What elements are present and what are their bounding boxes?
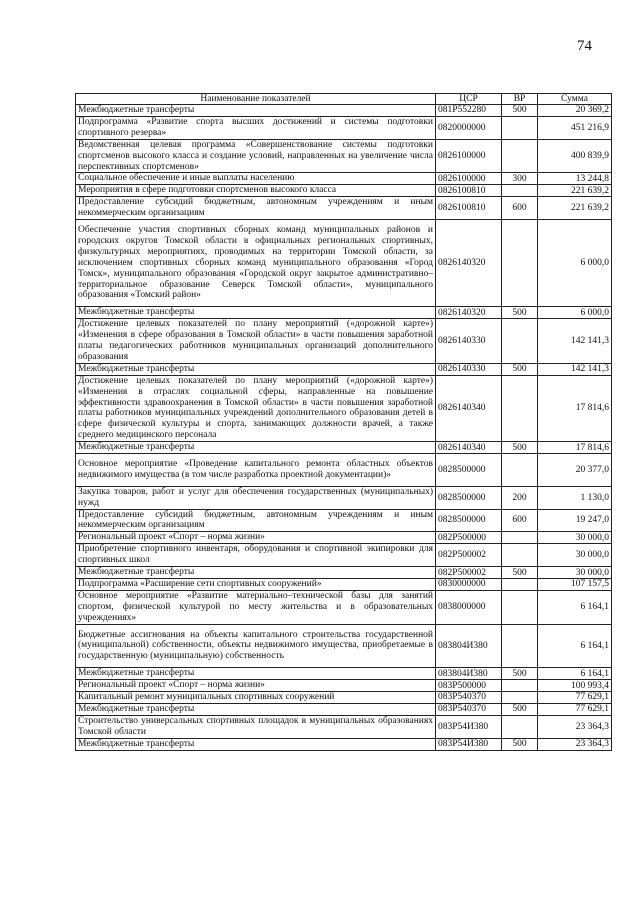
table-row [76, 185, 612, 197]
table-row [76, 375, 612, 441]
table-row [76, 578, 612, 590]
row-sum: 400 839,9 [538, 139, 612, 173]
row-csr-code: 0826100810 [436, 197, 502, 220]
row-sum: 6 000,0 [538, 220, 612, 307]
row-name: Межбюджетные трансферты [76, 668, 436, 680]
table-row [76, 197, 612, 220]
row-vr-code: 500 [502, 668, 538, 680]
row-name: Достижение целевых показателей по плану мероприятий («дорожной карте») «Изменения в отраслях социальной сферы, направленные на повышение эффективности здравоохранения в Томской области» в части повышения заработной платы работников муниципальных учреждений дополнительного образования детей в сфере физической культуры и спорта, занимающих должности врачей, а также среднего медицинского персонала [76, 375, 436, 441]
table-row [76, 544, 612, 567]
row-csr-code: 0826140320 [436, 220, 502, 307]
table-row [76, 116, 612, 139]
table-row [76, 738, 612, 750]
row-vr-code [502, 220, 538, 307]
row-csr-code: 0826140330 [436, 319, 502, 364]
row-sum: 77 629,1 [538, 692, 612, 704]
row-sum: 20 377,0 [538, 454, 612, 487]
row-name: Межбюджетные трансферты [76, 703, 436, 715]
row-vr-code: 500 [502, 307, 538, 319]
row-csr-code: 0826100810 [436, 185, 502, 197]
row-vr-code: 600 [502, 197, 538, 220]
row-csr-code: 0828500000 [436, 454, 502, 487]
row-vr-code: 600 [502, 509, 538, 532]
row-name: Строительство универсальных спортивных площадок в муниципальных образованиях Томской области [76, 715, 436, 738]
row-name: Закупка товаров, работ и услуг для обеспечения государственных (муниципальных) нужд [76, 486, 436, 509]
row-name: Мероприятия в сфере подготовки спортсменов высокого класса [76, 185, 436, 197]
row-csr-code: 0826100000 [436, 139, 502, 173]
row-name: Предоставление субсидий бюджетным, автономным учреждениям и иным некоммерческим организациям [76, 197, 436, 220]
row-csr-code: 083Р54И380 [436, 738, 502, 750]
row-name: Межбюджетные трансферты [76, 738, 436, 750]
row-name: Основное мероприятие «Развитие материально–технической базы для занятий спортом, физической культурой по месту жительства и в образовательных учреждениях» [76, 590, 436, 624]
row-sum: 221 639,2 [538, 197, 612, 220]
row-csr-code: 083Р540370 [436, 692, 502, 704]
row-csr-code: 083Р540370 [436, 703, 502, 715]
row-csr-code: 0820000000 [436, 116, 502, 139]
row-name: Приобретение спортивного инвентаря, оборудования и спортивной экипировки для спортивных школ [76, 544, 436, 567]
row-csr-code: 0838000000 [436, 590, 502, 624]
row-csr-code: 0826140340 [436, 375, 502, 441]
row-name: Подпрограмма «Развитие спорта высших достижений и системы подготовки спортивного резерва» [76, 116, 436, 139]
page-number: 74 [577, 38, 592, 54]
row-sum: 30 000,0 [538, 567, 612, 579]
row-sum: 6 000,0 [538, 307, 612, 319]
row-sum: 1 130,0 [538, 486, 612, 509]
row-vr-code: 200 [502, 486, 538, 509]
row-name: Обеспечение участия спортивных сборных команд муниципальных районов и городских округов Томской области в официальных региональных спортивных, физкультурных мероприятиях, проводимых на территории Томской области, за исключением спортивных сборных команд муниципального образования «Город Томск», муниципального образования «Городской округ закрытое административно–территориальное образование Северск Томской области», муниципального образования «Томский район» [76, 220, 436, 307]
table-row [76, 454, 612, 487]
table-row [76, 486, 612, 509]
row-sum: 17 814,6 [538, 375, 612, 441]
row-sum: 6 164,1 [538, 668, 612, 680]
row-csr-code: 083804И380 [436, 624, 502, 668]
row-csr-code: 083Р54И380 [436, 715, 502, 738]
row-sum: 77 629,1 [538, 703, 612, 715]
row-vr-code [502, 578, 538, 590]
row-vr-code [502, 139, 538, 173]
row-vr-code: 500 [502, 442, 538, 454]
table-row [76, 363, 612, 375]
table-row [76, 715, 612, 738]
table-body [76, 105, 612, 751]
row-vr-code: 500 [502, 363, 538, 375]
row-name: Межбюджетные трансферты [76, 567, 436, 579]
row-csr-code: 0828500000 [436, 509, 502, 532]
table-row [76, 692, 612, 704]
row-sum: 13 244,8 [538, 173, 612, 185]
table-row [76, 680, 612, 692]
table-row [76, 442, 612, 454]
row-sum: 19 247,0 [538, 509, 612, 532]
row-name: Подпрограмма «Расширение сети спортивных сооружений» [76, 578, 436, 590]
row-sum: 6 164,1 [538, 590, 612, 624]
row-sum: 221 639,2 [538, 185, 612, 197]
row-name: Межбюджетные трансферты [76, 363, 436, 375]
row-sum: 17 814,6 [538, 442, 612, 454]
row-sum: 100 993,4 [538, 680, 612, 692]
row-name: Капитальный ремонт муниципальных спортивных сооружений [76, 692, 436, 704]
row-vr-code [502, 532, 538, 544]
row-sum: 30 000,0 [538, 532, 612, 544]
table-row [76, 624, 612, 668]
row-vr-code [502, 319, 538, 364]
row-name: Межбюджетные трансферты [76, 307, 436, 319]
row-csr-code: 082Р500000 [436, 532, 502, 544]
row-vr-code [502, 624, 538, 668]
row-csr-code: 0826140320 [436, 307, 502, 319]
row-vr-code [502, 590, 538, 624]
row-csr-code: 083Р500000 [436, 680, 502, 692]
header-vr: ВР [502, 94, 538, 105]
row-csr-code: 0826140340 [436, 442, 502, 454]
table-row [76, 220, 612, 307]
row-name: Основное мероприятие «Проведение капитального ремонта областных объектов недвижимого имущества (в том числе разработка проектной документации)» [76, 454, 436, 487]
row-csr-code: 0830000000 [436, 578, 502, 590]
row-name: Ведомственная целевая программа «Совершенствование системы подготовки спортсменов высокого класса и создание условий, направленных на увеличение числа перспективных спортсменов» [76, 139, 436, 173]
table-row [76, 319, 612, 364]
row-name: Предоставление субсидий бюджетным, автономным учреждениям и иным некоммерческим организациям [76, 509, 436, 532]
table-header-row [76, 94, 612, 105]
row-name: Межбюджетные трансферты [76, 105, 436, 117]
row-vr-code [502, 544, 538, 567]
row-csr-code: 082Р500002 [436, 567, 502, 579]
row-sum: 23 364,3 [538, 738, 612, 750]
table-row [76, 668, 612, 680]
row-name: Социальное обеспечение и иные выплаты населению [76, 173, 436, 185]
table-row [76, 703, 612, 715]
row-name: Региональный проект «Спорт – норма жизни» [76, 532, 436, 544]
header-csr: ЦСР [436, 94, 502, 105]
row-vr-code [502, 375, 538, 441]
row-sum: 6 164,1 [538, 624, 612, 668]
row-vr-code [502, 680, 538, 692]
row-vr-code: 500 [502, 105, 538, 117]
row-vr-code [502, 692, 538, 704]
header-sum: Сумма [538, 94, 612, 105]
row-csr-code: 081Р552280 [436, 105, 502, 117]
row-sum: 142 141,3 [538, 319, 612, 364]
row-vr-code: 300 [502, 173, 538, 185]
row-sum: 30 000,0 [538, 544, 612, 567]
table-row [76, 307, 612, 319]
row-sum: 107 157,5 [538, 578, 612, 590]
row-name: Региональный проект «Спорт – норма жизни» [76, 680, 436, 692]
table-row [76, 532, 612, 544]
table-row [76, 173, 612, 185]
row-sum: 142 141,3 [538, 363, 612, 375]
row-name: Межбюджетные трансферты [76, 442, 436, 454]
row-csr-code: 0826100000 [436, 173, 502, 185]
row-sum: 20 369,2 [538, 105, 612, 117]
table-row [76, 105, 612, 117]
table-row [76, 590, 612, 624]
row-name: Достижение целевых показателей по плану мероприятий («дорожной карте») «Изменения в сфере образования в Томской области» в части повышения заработной платы педагогических работников муниципальных организаций дополнительного образования [76, 319, 436, 364]
row-vr-code [502, 715, 538, 738]
row-sum: 451 216,9 [538, 116, 612, 139]
table-row [76, 139, 612, 173]
row-csr-code: 082Р500002 [436, 544, 502, 567]
row-csr-code: 0828500000 [436, 486, 502, 509]
row-vr-code [502, 116, 538, 139]
row-vr-code: 500 [502, 738, 538, 750]
row-name: Бюджетные ассигнования на объекты капитального строительства государственной (муниципальной) собственности, объекты недвижимого имущества, приобретаемые в государственную (муниципальную) собственность [76, 624, 436, 668]
row-vr-code: 500 [502, 703, 538, 715]
row-sum: 23 364,3 [538, 715, 612, 738]
row-vr-code [502, 185, 538, 197]
row-vr-code: 500 [502, 567, 538, 579]
table-row [76, 509, 612, 532]
budget-table [75, 93, 612, 751]
table-row [76, 567, 612, 579]
row-csr-code: 083804И380 [436, 668, 502, 680]
header-name: Наименование показателей [76, 94, 436, 105]
row-vr-code [502, 454, 538, 487]
row-csr-code: 0826140330 [436, 363, 502, 375]
